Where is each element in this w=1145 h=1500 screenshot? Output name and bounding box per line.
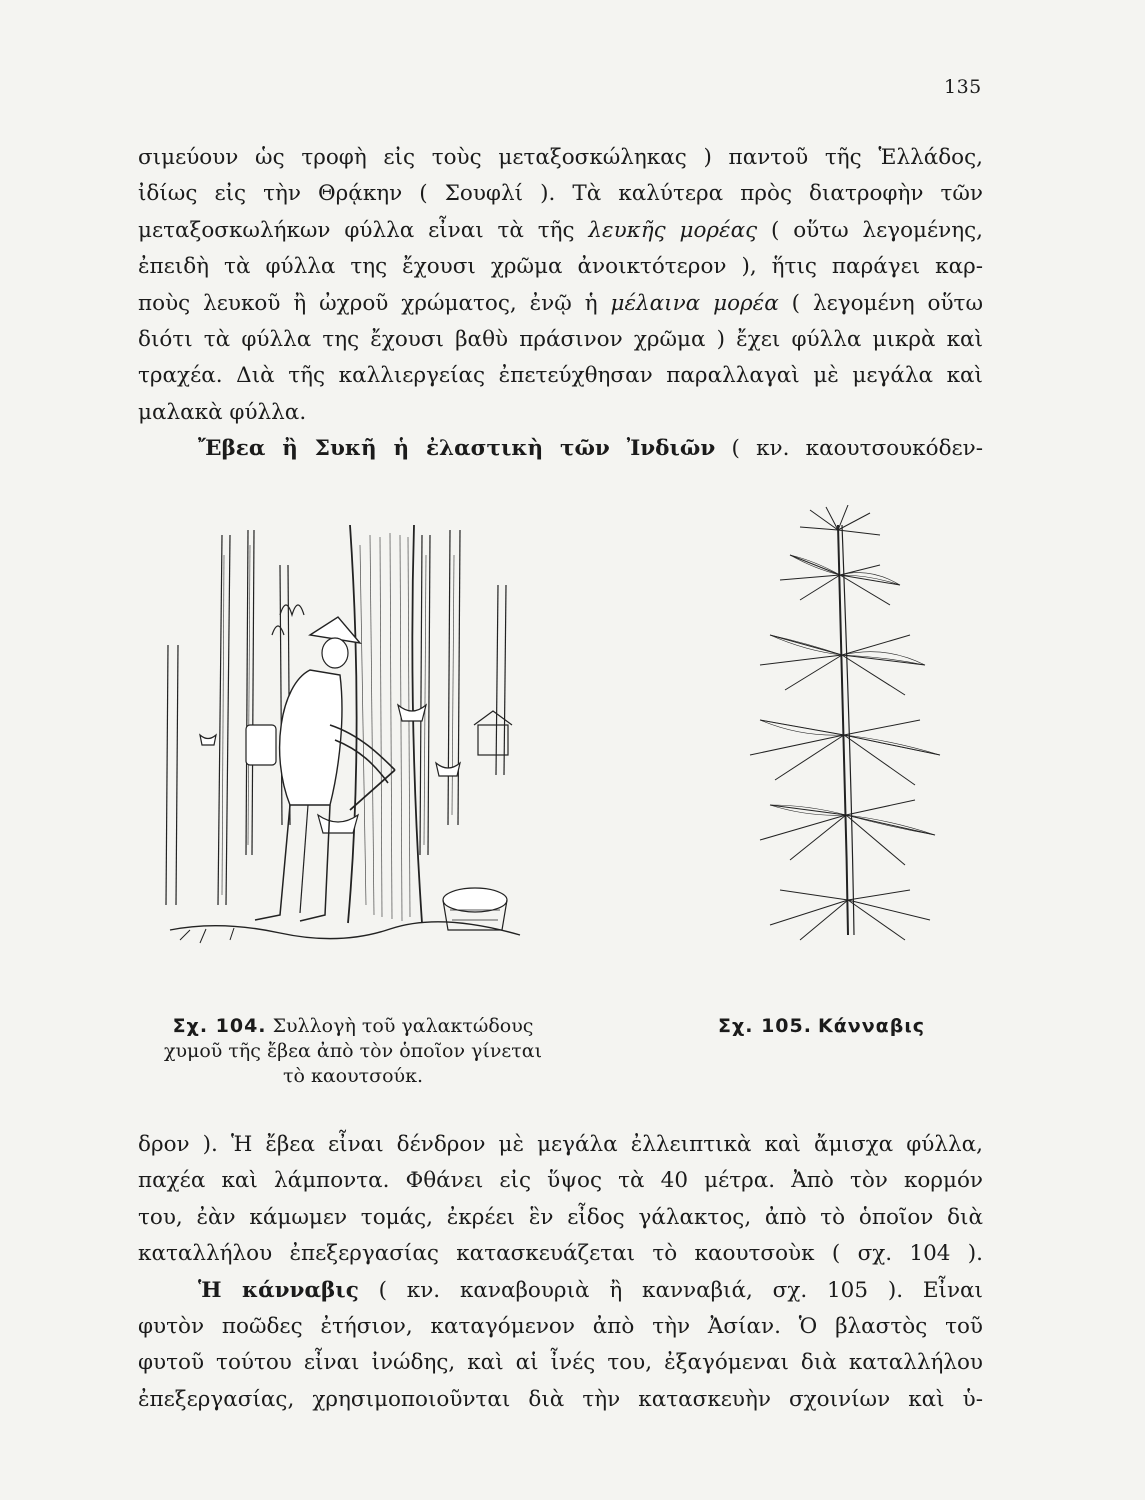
text-line: διότι τὰ φύλλα της ἔχουσι βαθὺ πράσινον χρῶμα ) ἔχει φύλλα μικρὰ καὶ — [138, 327, 983, 353]
hemp-heading: Ἡ κάνναβις — [198, 1277, 359, 1303]
italic-term: μέλαινα μορέα — [610, 290, 779, 316]
hevea-heading: Ἔβεα ἢ Συκῆ ἡ ἐλαστικὴ τῶν Ἰνδιῶν — [198, 436, 716, 462]
figure-105-caption — [718, 1014, 988, 1039]
rubber-tapping-illustration — [160, 525, 525, 965]
figure-104-caption: Σχ. 104. Συλλογὴ τοῦ γαλακτώδους χυμοῦ τῆς ἔβεα ἀπὸ τὸν ὁποῖον γίνεται τὸ καουτσούκ. — [163, 1015, 543, 1087]
paragraph-bottom — [138, 1127, 983, 1418]
text-line: ἰδίως εἰς τὴν Θρᾴκην ( Σουφλί ). Τὰ καλύτερα πρὸς διατροφὴν τῶν — [138, 181, 983, 207]
text-line: παχέα καὶ λάμποντα. Φθάνει εἰς ὕψος τὰ 40 μέτρα. Ἀπὸ τὸν κορμόν — [138, 1168, 983, 1194]
text-line: δρον ). Ἡ ἔβεα εἶναι δένδρον μὲ μεγάλα ἐλλειπτικὰ καὶ ἄμισχα φύλλα, — [138, 1132, 983, 1157]
text-line: τραχέα. Διὰ τῆς καλλιεργείας ἐπετεύχθησαν παραλλαγαὶ μὲ μεγάλα καὶ — [138, 363, 983, 389]
text-line: μαλακὰ φύλλα. — [138, 399, 307, 425]
page-number: 135 — [944, 76, 982, 98]
text-line: ἐπεξεργασίας, χρησιμοποιοῦνται διὰ τὴν κατασκευὴν σχοινίων καὶ ὑ- — [138, 1386, 983, 1412]
italic-term: λευκῆς μορέας — [588, 217, 758, 243]
hevea-heading-line: Ἔβεα ἢ Συκῆ ἡ ἐλαστικὴ τῶν Ἰνδιῶν ( κν. καουτσουκόδεν- — [198, 436, 983, 462]
figure-105-title: Κάνναβις — [818, 1015, 925, 1037]
hemp-plant-illustration — [730, 505, 970, 945]
text-line: μεταξοσκωλήκων φύλλα εἶναι τὰ τῆς λευκῆς μορέας ( οὕτω λεγομένης, — [138, 217, 983, 243]
text-line: φυτοῦ τούτου εἶναι ἰνώδης, καὶ αἱ ἶνές του, ἐξαγόμεναι διὰ καταλλήλου — [138, 1350, 983, 1376]
text-line: ποὺς λευκοῦ ἢ ὠχροῦ χρώματος, ἐνῷ ἡ μέλαινα μορέα ( λεγομένη οὕτω — [138, 290, 983, 316]
text-line: καταλλήλου ἐπεξεργασίας κατασκευάζεται τὸ καουτσοὺκ ( σχ. 104 ). — [138, 1241, 983, 1267]
figure-104-label: Σχ. 104. — [172, 1015, 267, 1037]
text-line: σιμεύουν ὡς τροφὴ εἰς τοὺς μεταξοσκώληκας ) παντοῦ τῆς Ἑλλάδος, — [138, 145, 983, 170]
text-line: του, ἐὰν κάμωμεν τομάς, ἐκρέει ἓν εἶδος γάλακτος, ἀπὸ τὸ ὁποῖον διὰ — [138, 1204, 983, 1230]
hemp-heading-line: Ἡ κάνναβις ( κν. καναβουριὰ ἢ κανναβιά, σχ. 105 ). Εἶναι — [198, 1277, 983, 1303]
paragraph-top — [138, 140, 983, 468]
text-line: ἐπειδὴ τὰ φύλλα της ἔχουσι χρῶμα ἀνοικτότερον ), ἥτις παράγει καρ- — [138, 254, 983, 280]
figure-105-label: Σχ. 105. — [718, 1015, 812, 1037]
text-line: φυτὸν ποῶδες ἐτήσιον, καταγόμενον ἀπὸ τὴν Ἀσίαν. Ὁ βλαστὸς τοῦ — [138, 1314, 983, 1340]
